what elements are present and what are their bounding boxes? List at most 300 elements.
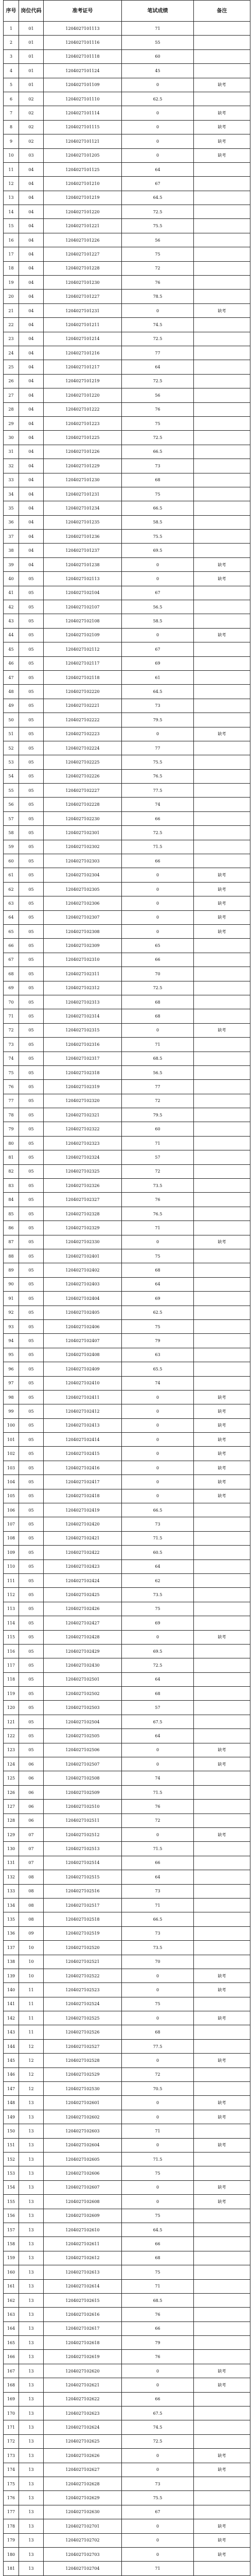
cell-seq: 40 [4, 572, 19, 586]
cell-exam-number: 1204027102311 [44, 967, 122, 981]
cell-seq: 125 [4, 1771, 19, 1785]
cell-seq: 78 [4, 1108, 19, 1122]
cell-post-code: 11 [19, 2011, 44, 2025]
table-row [4, 49, 250, 63]
cell-exam-number: 1204027102519 [44, 1926, 122, 1940]
cell-written-score: 0 [122, 2519, 194, 2533]
cell-exam-number: 1204027102620 [44, 2364, 122, 2378]
cell-written-score: 71 [122, 2562, 194, 2575]
cell-post-code: 05 [19, 1503, 44, 1517]
cell-written-score: 76 [122, 1800, 194, 1814]
cell-seq: 166 [4, 2350, 19, 2364]
cell-remark [194, 473, 250, 487]
cell-remark [194, 2237, 250, 2251]
cell-written-score: 66.5 [122, 501, 194, 515]
cell-written-score: 78.5 [122, 290, 194, 303]
cell-written-score: 73 [122, 1926, 194, 1940]
cell-post-code: 13 [19, 2491, 44, 2505]
cell-post-code: 05 [19, 572, 44, 586]
table-row [4, 78, 250, 92]
cell-exam-number: 1204027101115 [44, 120, 122, 134]
cell-exam-number: 1204027102629 [44, 2491, 122, 2505]
table-row [4, 219, 250, 233]
table-row [4, 1941, 250, 1955]
table-row [4, 896, 250, 910]
cell-seq: 175 [4, 2477, 19, 2490]
cell-post-code: 13 [19, 2265, 44, 2279]
cell-remark [194, 2265, 250, 2279]
cell-exam-number: 1204027102701 [44, 2519, 122, 2533]
cell-exam-number: 1204027102525 [44, 2011, 122, 2025]
cell-remark [194, 1771, 250, 1785]
cell-exam-number: 1204027102429 [44, 1644, 122, 1658]
cell-exam-number: 1204027102322 [44, 1122, 122, 1136]
cell-exam-number: 1204027102430 [44, 1658, 122, 1672]
cell-written-score: 73 [122, 1517, 194, 1531]
cell-remark [194, 854, 250, 868]
cell-written-score: 74 [122, 798, 194, 811]
cell-post-code: 05 [19, 727, 44, 741]
cell-post-code: 05 [19, 1150, 44, 1164]
cell-written-score: 68.5 [122, 1052, 194, 1065]
cell-remark: 缺考 [194, 2138, 250, 2152]
cell-written-score: 71.5 [122, 840, 194, 854]
cell-seq: 37 [4, 530, 19, 544]
cell-seq: 38 [4, 544, 19, 557]
cell-remark: 缺考 [194, 1757, 250, 1771]
cell-post-code: 05 [19, 798, 44, 811]
cell-remark [194, 600, 250, 614]
cell-exam-number: 1204027102326 [44, 1179, 122, 1193]
table-row [4, 2449, 250, 2463]
cell-seq: 33 [4, 473, 19, 487]
cell-remark: 缺考 [194, 1390, 250, 1404]
cell-written-score: 67 [122, 586, 194, 600]
cell-written-score: 0 [122, 78, 194, 92]
cell-post-code: 01 [19, 36, 44, 49]
cell-remark [194, 49, 250, 63]
cell-post-code: 04 [19, 162, 44, 176]
table-row [4, 1362, 250, 1376]
table-row [4, 2180, 250, 2194]
cell-post-code: 05 [19, 1489, 44, 1503]
cell-seq: 82 [4, 1164, 19, 1178]
cell-written-score: 76 [122, 276, 194, 290]
cell-remark [194, 1560, 250, 1573]
cell-exam-number: 1204027101231 [44, 487, 122, 501]
table-row [4, 2054, 250, 2067]
cell-remark [194, 1362, 250, 1376]
cell-exam-number: 1204027102112 [44, 642, 122, 656]
cell-written-score: 0 [122, 910, 194, 924]
cell-written-score: 0 [122, 2449, 194, 2463]
cell-written-score: 0 [122, 1418, 194, 1432]
header-post-code: 岗位代码 [19, 1, 44, 22]
cell-seq: 3 [4, 49, 19, 63]
cell-seq: 103 [4, 1461, 19, 1475]
table-body [4, 22, 250, 2576]
cell-written-score: 0 [122, 1433, 194, 1447]
cell-remark [194, 1884, 250, 1898]
cell-seq: 8 [4, 120, 19, 134]
cell-remark [194, 2293, 250, 2307]
cell-seq: 119 [4, 1687, 19, 1701]
cell-remark [194, 2251, 250, 2265]
cell-seq: 140 [4, 1983, 19, 1997]
cell-post-code: 05 [19, 1672, 44, 1686]
cell-remark [194, 22, 250, 36]
cell-seq: 164 [4, 2321, 19, 2335]
table-row [4, 346, 250, 360]
cell-exam-number: 1204027102413 [44, 1418, 122, 1432]
cell-post-code: 05 [19, 1531, 44, 1545]
cell-remark: 缺考 [194, 572, 250, 586]
cell-seq: 165 [4, 2336, 19, 2350]
cell-post-code: 05 [19, 1715, 44, 1728]
table-row [4, 1743, 250, 1757]
cell-exam-number: 1204027102522 [44, 1969, 122, 1982]
table-row [4, 2434, 250, 2448]
table-row [4, 1306, 250, 1319]
cell-remark [194, 2223, 250, 2236]
table-row [4, 1009, 250, 1023]
table-row [4, 840, 250, 854]
cell-written-score: 79 [122, 1334, 194, 1348]
cell-post-code: 06 [19, 1800, 44, 1814]
cell-written-score: 71.5 [122, 2152, 194, 2166]
table-row [4, 1292, 250, 1306]
cell-exam-number: 1204027102509 [44, 1785, 122, 1799]
cell-seq: 20 [4, 290, 19, 303]
cell-written-score: 75 [122, 1319, 194, 1333]
cell-post-code: 11 [19, 2025, 44, 2039]
cell-exam-number: 1204027101217 [44, 360, 122, 374]
cell-remark [194, 1122, 250, 1136]
cell-written-score: 72.5 [122, 431, 194, 445]
cell-written-score: 66 [122, 811, 194, 825]
table-row [4, 1052, 250, 1065]
cell-exam-number: 1204027102427 [44, 1616, 122, 1630]
cell-remark [194, 685, 250, 699]
cell-remark [194, 2082, 250, 2096]
cell-remark [194, 177, 250, 191]
table-row [4, 459, 250, 473]
cell-exam-number: 1204027102222 [44, 713, 122, 727]
cell-remark: 缺考 [194, 1828, 250, 1842]
table-row [4, 1207, 250, 1221]
table-row [4, 2279, 250, 2293]
cell-exam-number: 1204027101226 [44, 445, 122, 459]
cell-remark [194, 614, 250, 628]
cell-remark [194, 1800, 250, 1814]
cell-post-code: 05 [19, 1616, 44, 1630]
cell-post-code: 10 [19, 1941, 44, 1955]
cell-exam-number: 1204027102402 [44, 1263, 122, 1277]
cell-seq: 181 [4, 2562, 19, 2575]
cell-written-score: 72.5 [122, 332, 194, 346]
cell-seq: 87 [4, 1235, 19, 1249]
cell-post-code: 05 [19, 1179, 44, 1193]
cell-written-score: 0 [122, 896, 194, 910]
cell-remark [194, 699, 250, 713]
cell-written-score: 76 [122, 402, 194, 416]
table-row [4, 995, 250, 1009]
cell-written-score: 58.5 [122, 515, 194, 529]
cell-seq: 44 [4, 628, 19, 642]
cell-seq: 162 [4, 2293, 19, 2307]
cell-remark [194, 1955, 250, 1969]
table-row [4, 64, 250, 78]
cell-exam-number: 1204027102611 [44, 2237, 122, 2251]
cell-post-code: 05 [19, 925, 44, 939]
cell-exam-number: 1204027102511 [44, 1814, 122, 1827]
cell-written-score: 74 [122, 1376, 194, 1390]
cell-remark: 缺考 [194, 1404, 250, 1418]
cell-post-code: 05 [19, 995, 44, 1009]
cell-written-score: 74 [122, 1771, 194, 1785]
cell-written-score: 68.5 [122, 2293, 194, 2307]
cell-exam-number: 1204027102503 [44, 1701, 122, 1715]
table-row [4, 967, 250, 981]
cell-post-code: 05 [19, 1023, 44, 1037]
table-row [4, 1658, 250, 1672]
cell-exam-number: 1204027102223 [44, 727, 122, 741]
cell-seq: 1 [4, 22, 19, 36]
cell-post-code: 04 [19, 261, 44, 275]
cell-remark: 缺考 [194, 148, 250, 162]
table-row [4, 1616, 250, 1630]
table-row [4, 1447, 250, 1461]
cell-remark [194, 92, 250, 106]
cell-post-code: 04 [19, 515, 44, 529]
cell-post-code: 01 [19, 64, 44, 78]
cell-exam-number: 1204027102301 [44, 826, 122, 840]
cell-written-score: 79 [122, 2336, 194, 2350]
cell-remark [194, 1926, 250, 1940]
cell-seq: 124 [4, 1757, 19, 1771]
cell-exam-number: 1204027102405 [44, 1306, 122, 1319]
cell-seq: 109 [4, 1546, 19, 1560]
cell-post-code: 13 [19, 2321, 44, 2335]
cell-written-score: 73 [122, 1884, 194, 1898]
table-row [4, 2209, 250, 2223]
table-row [4, 388, 250, 402]
table-row [4, 2166, 250, 2180]
cell-post-code: 04 [19, 332, 44, 346]
header-exam-number: 准考证号 [44, 1, 122, 22]
cell-written-score: 60.5 [122, 1546, 194, 1560]
cell-post-code: 05 [19, 811, 44, 825]
cell-exam-number: 1204027101228 [44, 261, 122, 275]
cell-written-score: 60 [122, 1122, 194, 1136]
cell-post-code: 05 [19, 1009, 44, 1023]
cell-seq: 95 [4, 1348, 19, 1362]
cell-remark [194, 1319, 250, 1333]
cell-written-score: 66.5 [122, 445, 194, 459]
cell-remark [194, 1376, 250, 1390]
cell-remark [194, 2434, 250, 2448]
cell-written-score: 56.5 [122, 600, 194, 614]
cell-post-code: 07 [19, 1856, 44, 1870]
cell-post-code: 05 [19, 670, 44, 684]
cell-seq: 121 [4, 1715, 19, 1728]
cell-written-score: 62.5 [122, 1306, 194, 1319]
cell-seq: 56 [4, 798, 19, 811]
cell-seq: 84 [4, 1193, 19, 1207]
cell-seq: 25 [4, 360, 19, 374]
cell-written-score: 72.5 [122, 374, 194, 388]
cell-exam-number: 1204027102608 [44, 2195, 122, 2209]
cell-exam-number: 1204027102313 [44, 995, 122, 1009]
cell-remark [194, 967, 250, 981]
table-row [4, 1785, 250, 1799]
cell-seq: 89 [4, 1263, 19, 1277]
cell-exam-number: 1204027102409 [44, 1362, 122, 1376]
table-row [4, 148, 250, 162]
cell-exam-number: 1204027102528 [44, 2054, 122, 2067]
cell-post-code: 13 [19, 2519, 44, 2533]
table-row [4, 798, 250, 811]
cell-seq: 117 [4, 1658, 19, 1672]
cell-post-code: 13 [19, 2420, 44, 2434]
table-row [4, 1757, 250, 1771]
cell-exam-number: 1204027101220 [44, 388, 122, 402]
table-row [4, 2195, 250, 2209]
cell-exam-number: 1204027102704 [44, 2562, 122, 2575]
cell-post-code: 10 [19, 1969, 44, 1982]
cell-seq: 67 [4, 953, 19, 967]
table-row [4, 1912, 250, 1926]
cell-post-code: 02 [19, 92, 44, 106]
cell-remark [194, 953, 250, 967]
cell-remark [194, 205, 250, 219]
cell-remark: 缺考 [194, 910, 250, 924]
table-row [4, 572, 250, 586]
table-row [4, 2519, 250, 2533]
table-row [4, 1136, 250, 1150]
cell-remark [194, 2562, 250, 2575]
table-row [4, 1884, 250, 1898]
cell-written-score: 66 [122, 2321, 194, 2335]
table-row [4, 402, 250, 416]
table-row [4, 2378, 250, 2392]
cell-written-score: 70 [122, 967, 194, 981]
cell-post-code: 13 [19, 2505, 44, 2519]
table-row [4, 1588, 250, 1602]
cell-exam-number: 1204027102506 [44, 1743, 122, 1757]
cell-post-code: 05 [19, 1263, 44, 1277]
table-row [4, 1503, 250, 1517]
cell-seq: 108 [4, 1531, 19, 1545]
cell-written-score: 75 [122, 2265, 194, 2279]
cell-seq: 50 [4, 713, 19, 727]
cell-seq: 85 [4, 1207, 19, 1221]
cell-remark [194, 1687, 250, 1701]
table-row [4, 981, 250, 995]
cell-post-code: 05 [19, 1292, 44, 1306]
cell-written-score: 0 [122, 2138, 194, 2152]
cell-remark: 缺考 [194, 303, 250, 317]
table-row [4, 2223, 250, 2236]
cell-remark [194, 162, 250, 176]
cell-post-code: 04 [19, 445, 44, 459]
cell-exam-number: 1204027101230 [44, 276, 122, 290]
cell-seq: 29 [4, 416, 19, 430]
cell-exam-number: 1204027102221 [44, 699, 122, 713]
cell-post-code: 13 [19, 2166, 44, 2180]
cell-written-score: 68 [122, 1263, 194, 1277]
cell-remark [194, 431, 250, 445]
cell-remark: 缺考 [194, 2533, 250, 2547]
cell-written-score: 0 [122, 1969, 194, 1982]
cell-seq: 123 [4, 1743, 19, 1757]
cell-remark [194, 487, 250, 501]
table-row [4, 656, 250, 670]
table-row [4, 586, 250, 600]
cell-written-score: 0 [122, 106, 194, 120]
table-row [4, 1277, 250, 1291]
cell-exam-number: 1204027102524 [44, 1997, 122, 2011]
cell-post-code: 04 [19, 431, 44, 445]
cell-post-code: 04 [19, 360, 44, 374]
cell-seq: 152 [4, 2152, 19, 2166]
cell-exam-number: 1204027102411 [44, 1390, 122, 1404]
cell-written-score: 0 [122, 2054, 194, 2067]
table-row [4, 1179, 250, 1193]
cell-exam-number: 1204027102514 [44, 1856, 122, 1870]
table-row [4, 2011, 250, 2025]
cell-written-score: 71 [122, 2279, 194, 2293]
cell-written-score: 77 [122, 346, 194, 360]
cell-post-code: 05 [19, 1221, 44, 1235]
cell-exam-number: 1204027102410 [44, 1376, 122, 1390]
cell-exam-number: 1204027102601 [44, 2096, 122, 2110]
table-row [4, 205, 250, 219]
cell-post-code: 13 [19, 2336, 44, 2350]
cell-written-score: 76.5 [122, 769, 194, 783]
cell-seq: 73 [4, 1038, 19, 1052]
cell-post-code: 05 [19, 755, 44, 769]
table-row [4, 332, 250, 346]
cell-post-code: 05 [19, 1348, 44, 1362]
cell-written-score: 63 [122, 1348, 194, 1362]
cell-remark: 缺考 [194, 2110, 250, 2124]
cell-exam-number: 1204027101210 [44, 177, 122, 191]
cell-seq: 146 [4, 2067, 19, 2081]
cell-written-score: 0 [122, 2533, 194, 2547]
table-row [4, 2477, 250, 2490]
cell-post-code: 13 [19, 2096, 44, 2110]
cell-remark [194, 741, 250, 755]
table-row [4, 1898, 250, 1912]
header-seq: 序号 [4, 1, 19, 22]
cell-post-code: 05 [19, 1038, 44, 1052]
cell-post-code: 13 [19, 2308, 44, 2321]
cell-exam-number: 1204027102702 [44, 2533, 122, 2547]
cell-exam-number: 1204027102604 [44, 2138, 122, 2152]
table-row [4, 1573, 250, 1587]
cell-post-code: 13 [19, 2209, 44, 2223]
cell-remark [194, 445, 250, 459]
table-row [4, 1800, 250, 1814]
cell-remark: 缺考 [194, 2463, 250, 2477]
table-row [4, 1319, 250, 1333]
cell-post-code: 05 [19, 741, 44, 755]
cell-post-code: 05 [19, 1658, 44, 1672]
cell-written-score: 69 [122, 1292, 194, 1306]
cell-written-score: 71 [122, 1136, 194, 1150]
cell-exam-number: 1204027101237 [44, 544, 122, 557]
